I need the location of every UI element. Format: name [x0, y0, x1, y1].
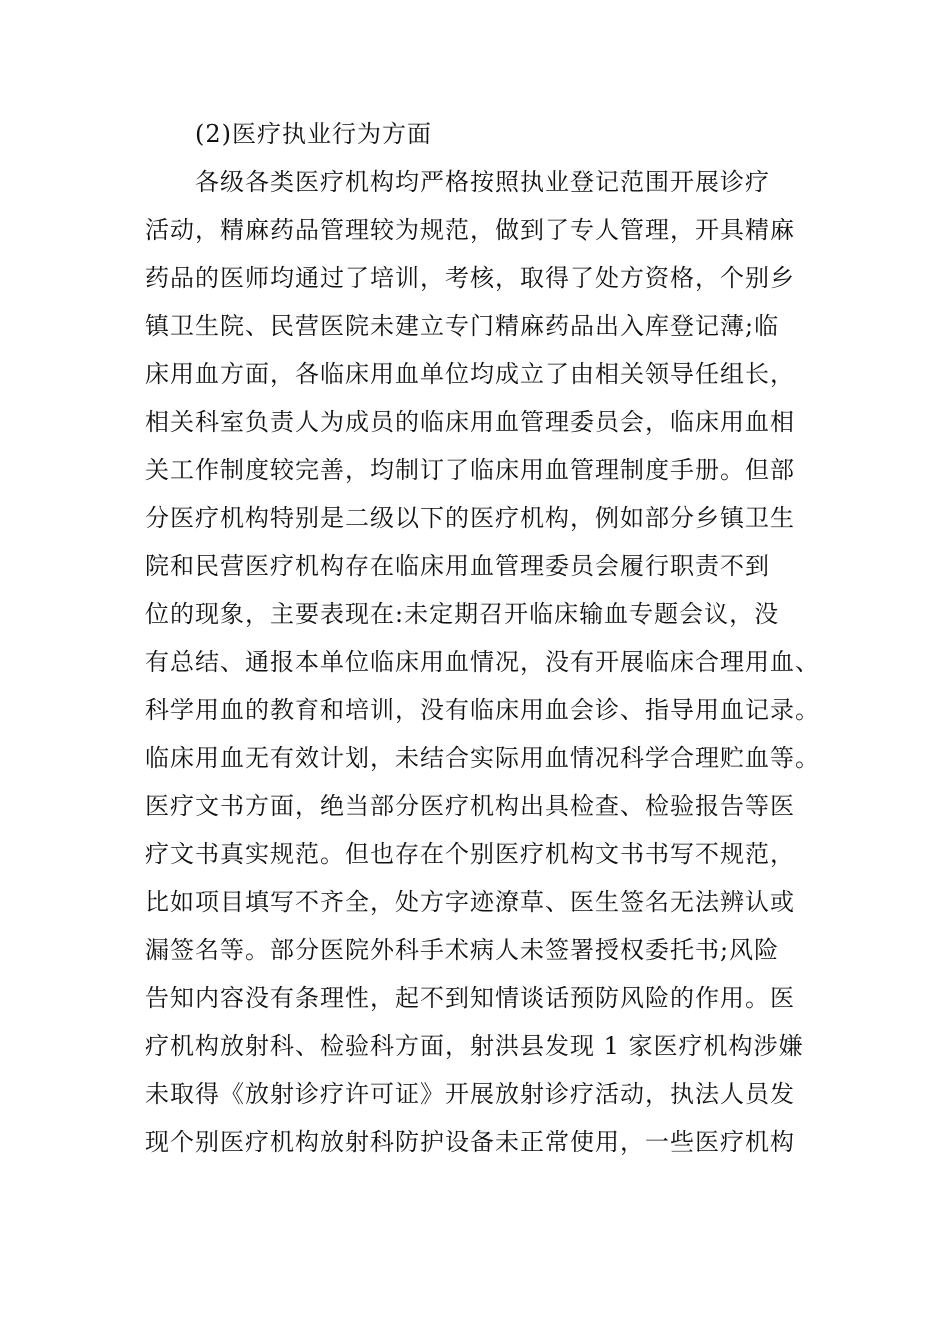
- paragraph-line: 关工作制度较完善，均制订了临床用血管理制度手册。但部: [145, 456, 795, 484]
- paragraph-line: 相关科室负责人为成员的临床用血管理委员会，临床用血相: [145, 408, 795, 436]
- section-heading: (2)医疗执业行为方面: [195, 120, 432, 148]
- paragraph-line: 现个别医疗机构放射科防护设备未正常使用，一些医疗机构: [145, 1128, 795, 1156]
- paragraph-line: 医疗文书方面，绝当部分医疗机构出具检查、检验报告等医: [145, 792, 795, 820]
- paragraph-line: 告知内容没有条理性，起不到知情谈话预防风险的作用。医: [145, 984, 795, 1012]
- paragraph-line: 各级各类医疗机构均严格按照执业登记范围开展诊疗: [195, 168, 770, 196]
- body-text: [145, 110, 845, 1166]
- paragraph-line: 院和民营医疗机构存在临床用血管理委员会履行职责不到: [145, 552, 770, 580]
- paragraph-line: 镇卫生院、民营医院未建立专门精麻药品出入库登记薄;临: [145, 312, 780, 340]
- paragraph-line: 临床用血无有效计划，未结合实际用血情况科学合理贮血等。: [145, 744, 820, 772]
- paragraph-line: 疗机构放射科、检验科方面，射洪县发现 1 家医疗机构涉嫌: [145, 1032, 804, 1060]
- paragraph-line: 有总结、通报本单位临床用血情况，没有开展临床合理用血、: [145, 648, 820, 676]
- paragraph-line: 药品的医师均通过了培训，考核，取得了处方资格，个别乡: [145, 264, 795, 292]
- paragraph-line: 漏签名等。部分医院外科手术病人未签署授权委托书;风险: [145, 936, 780, 964]
- paragraph-line: 分医疗机构特别是二级以下的医疗机构，例如部分乡镇卫生: [145, 504, 795, 532]
- paragraph-line: 科学用血的教育和培训，没有临床用血会诊、指导用血记录。: [145, 696, 820, 724]
- paragraph-line: 床用血方面，各临床用血单位均成立了由相关领导任组长，: [145, 360, 795, 388]
- paragraph-line: 活动，精麻药品管理较为规范，做到了专人管理，开具精麻: [145, 216, 795, 244]
- paragraph-line: 比如项目填写不齐全，处方字迹潦草、医生签名无法辨认或: [145, 888, 795, 916]
- paragraph-line: 疗文书真实规范。但也存在个别医疗机构文书书写不规范，: [145, 840, 795, 868]
- paragraph-line: 未取得《放射诊疗许可证》开展放射诊疗活动，执法人员发: [145, 1080, 795, 1108]
- paragraph-line: 位的现象，主要表现在:未定期召开临床输血专题会议，没: [145, 600, 780, 628]
